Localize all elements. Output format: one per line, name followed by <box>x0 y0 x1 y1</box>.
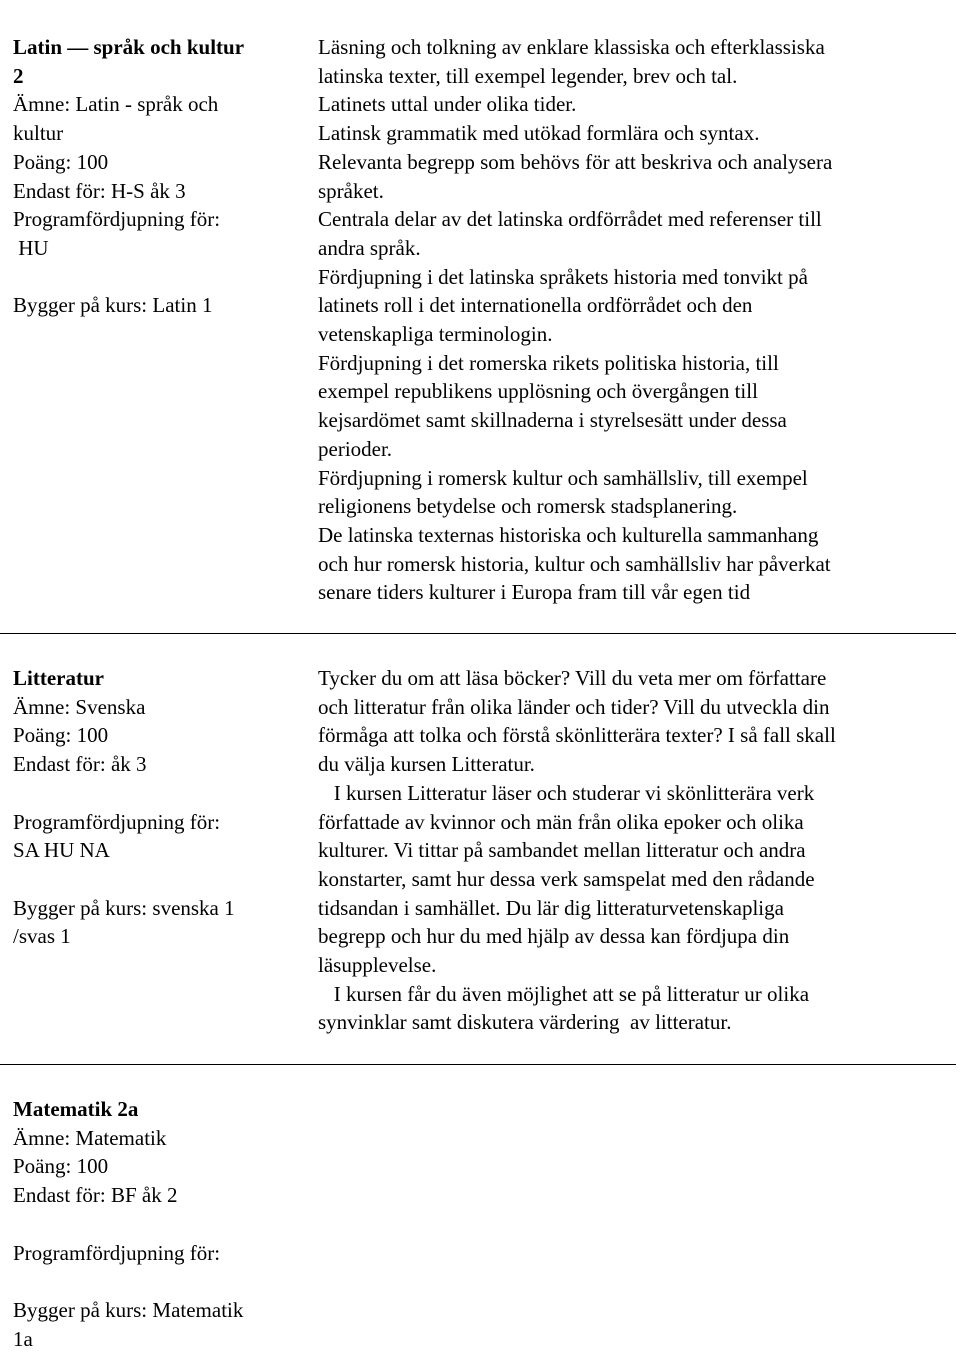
course-title: Matematik 2a <box>13 1097 139 1121</box>
description-line: Tycker du om att läsa böcker? Vill du veta mer om författare <box>318 666 827 690</box>
description-line: läsupplevelse. <box>318 953 437 978</box>
program-label: Programfördjupning för: <box>13 809 221 834</box>
description-line: senare tiders kulturer i Europa fram till vår egen tid <box>318 580 751 605</box>
program-label: Programfördjupning för: <box>13 1240 221 1265</box>
description-line: konstarter, samt hur dessa verk samspelat med den rådande <box>318 866 815 891</box>
description-line: och litteratur från olika länder och tider? Vill du utveckla din <box>318 694 830 719</box>
program-value: SA HU NA <box>13 838 110 863</box>
prerequisite-cont: 1a <box>13 1326 33 1351</box>
only-for: Endast för: åk 3 <box>13 752 147 777</box>
description-line: synvinklar samt diskutera värdering av litteratur. <box>318 1010 732 1035</box>
description-line: latinska texter, till exempel legender, brev och tal. <box>318 63 738 88</box>
description-line: vetenskapliga terminologin. <box>318 322 553 347</box>
description-line: författade av kvinnor och män från olika epoker och olika <box>318 809 804 834</box>
description-line: I kursen får du även möjlighet att se på litteratur ur olika <box>318 981 810 1006</box>
prerequisite: Bygger på kurs: Latin 1 <box>13 293 213 318</box>
subject: Ämne: Latin - språk och <box>13 92 219 117</box>
course-info <box>13 1095 303 1353</box>
section-divider <box>0 633 956 634</box>
description-line: De latinska texternas historiska och kulturella sammanhang <box>318 522 819 547</box>
course-title: Litteratur <box>13 666 104 690</box>
description-line: begrepp och hur du med hjälp av dessa kan fördjupa din <box>318 924 790 949</box>
only-for: Endast för: H-S åk 3 <box>13 178 186 203</box>
description-line: och hur romersk historia, kultur och samhällsliv har påverkat <box>318 551 831 576</box>
description-line: Latinets uttal under olika tider. <box>318 92 577 117</box>
description-line: exempel republikens upplösning och övergången till <box>318 379 758 404</box>
description-line: Fördjupning i det romerska rikets politiska historia, till <box>318 350 779 375</box>
only-for: Endast för: BF åk 2 <box>13 1183 178 1208</box>
description-line: religionens betydelse och romersk stadsplanering. <box>318 494 738 519</box>
course-info <box>13 33 303 320</box>
description-line: latinets roll i det internationella ordförrådet och den <box>318 293 753 318</box>
subject: Ämne: Matematik <box>13 1125 167 1150</box>
description-line: I kursen Litteratur läser och studerar vi skönlitterära verk <box>318 780 815 805</box>
prerequisite-cont: /svas 1 <box>13 924 71 949</box>
description-line: förmåga att tolka och förstå skönlitterära texter? I så fall skall <box>318 723 836 748</box>
description-line: Fördjupning i romersk kultur och samhällsliv, till exempel <box>318 465 808 490</box>
points: Poäng: 100 <box>13 723 109 748</box>
subject-cont: kultur <box>13 121 64 146</box>
section-divider <box>0 1064 956 1065</box>
description-line: kulturer. Vi tittar på sambandet mellan litteratur och andra <box>318 838 806 863</box>
program-label: Programfördjupning för: <box>13 207 221 232</box>
description-line: du välja kursen Litteratur. <box>318 752 535 777</box>
description-line: Läsning och tolkning av enklare klassiska och efterklassiska <box>318 35 825 59</box>
course-description <box>318 33 948 607</box>
description-line: Latinsk grammatik med utökad formlära och syntax. <box>318 121 760 146</box>
course-description <box>318 664 948 1037</box>
description-line: språket. <box>318 178 384 203</box>
description-line: Fördjupning i det latinska språkets historia med tonvikt på <box>318 264 808 289</box>
course-title: Latin — språk och kultur <box>13 35 245 59</box>
program-value: HU <box>13 235 49 260</box>
course-info <box>13 664 303 951</box>
description-line: kejsardömet samt skillnaderna i styrelsesätt under dessa <box>318 408 787 433</box>
description-line: tidsandan i samhället. Du lär dig litteraturvetenskapliga <box>318 895 784 920</box>
prerequisite: Bygger på kurs: Matematik <box>13 1297 244 1322</box>
course-title-cont: 2 <box>13 63 24 88</box>
points: Poäng: 100 <box>13 1154 109 1179</box>
description-line: Centrala delar av det latinska ordförrådet med referenser till <box>318 207 822 232</box>
prerequisite: Bygger på kurs: svenska 1 <box>13 895 235 920</box>
description-line: andra språk. <box>318 235 421 260</box>
description-line: perioder. <box>318 436 393 461</box>
description-line: Relevanta begrepp som behövs för att beskriva och analysera <box>318 149 833 174</box>
points: Poäng: 100 <box>13 149 109 174</box>
subject: Ämne: Svenska <box>13 694 146 719</box>
